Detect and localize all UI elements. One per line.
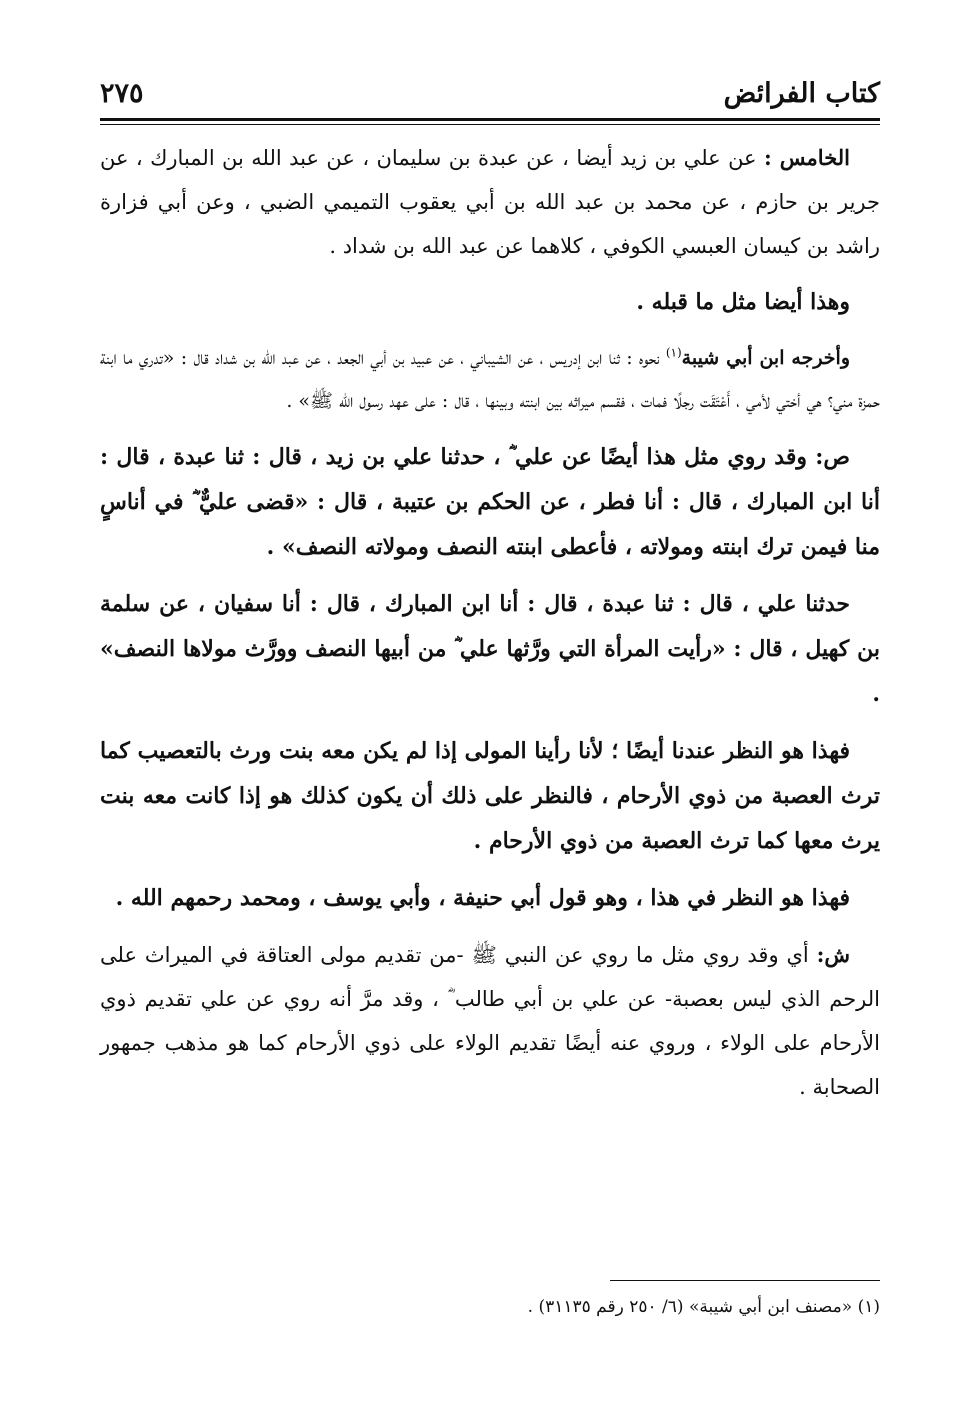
- footnote-reference: (١): [665, 345, 682, 360]
- book-title: كتاب الفرائض: [723, 77, 880, 109]
- footnote: (١) «مصنف ابن أبي شيبة» (٦/ ٢٥٠ رقم ٣١١٣٥) .: [527, 1297, 880, 1317]
- page-number: ٢٧٥: [100, 77, 144, 109]
- paragraph-commentary-shin: [100, 933, 880, 1109]
- header-rule-thin: [100, 124, 880, 125]
- page-header: [100, 70, 880, 116]
- paragraph-text: حدثنا علي ، قال : ثنا عبدة ، قال : أنا ابن المبارك ، قال : أنا سفيان ، عن سلمة بن كهيل ، قال : «رأيت المرأة التي ورَّثها علي ؓ من أبيها النصف وورَّث مولاها النصف» .: [100, 591, 880, 707]
- header-rule-thick: [100, 118, 880, 121]
- paragraph-text: أي وقد روي مثل ما روي عن النبي ﷺ -من تقديم مولى العتاقة في الميراث على الرحم الذي ليس بعصبة- عن علي بن أبي طالب ؓ ، وقد مرَّ أنه روي عن علي تقديم ذوي الأرحام على الولاء ، وروي عنه أيضًا تقديم الولاء على ذوي الأرحام كما هو مذهب جمهور الصحابة .: [100, 943, 880, 1099]
- paragraph-text: فهذا هو النظر عندنا أيضًا ؛ لأنا رأينا المولى إذا لم يكن معه بنت ورث بالتعصيب كما ترث العصبة من ذوي الأرحام ، فالنظر على ذلك أن يكون كذلك هو إذا كانت معه بنت يرث معها كما ترث العصبة من ذوي الأرحام .: [100, 738, 880, 854]
- paragraph-text: وهذا أيضا مثل ما قبله .: [636, 289, 850, 315]
- paragraph-marker: ش:: [816, 942, 850, 967]
- paragraph-marker: ص:: [815, 444, 850, 470]
- paragraph-similar: [100, 280, 880, 325]
- paragraph-ibn-abi-shayba: [100, 337, 880, 423]
- paragraph-text: وقد روي مثل هذا أيضًا عن علي ؓ ، حدثنا علي بن زيد ، قال : ثنا عبدة ، قال : أنا ابن المبارك ، قال : أنا فطر ، عن الحكم بن عتيبة ، قال : «قضى عليٌّ ؓ في أناسٍ منا فيمن ترك ابنته ومولاته ، فأعطى ابنته النصف ومولاته النصف» .: [100, 444, 880, 560]
- paragraph-text: عن علي بن زيد أيضا ، عن عبدة بن سليمان ، عن عبد الله بن المبارك ، عن جرير بن حازم ، عن محمد بن عبد الله بن أبي يعقوب التميمي الضبي ، وعن أبي فزارة راشد بن كيسان العبسي الكوفي ، كلاهما عن عبد الله بن شداد .: [100, 146, 880, 258]
- paragraph-lead: وأخرجه ابن أبي شيبة: [681, 347, 851, 369]
- paragraph-reasoning: [100, 729, 880, 864]
- paragraph-text-sad: [100, 435, 880, 570]
- paragraph-fifth-chain: [100, 136, 880, 268]
- paragraph-text: فهذا هو النظر في هذا ، وهو قول أبي حنيفة ، وأبي يوسف ، ومحمد رحمهم الله .: [115, 885, 850, 911]
- page-body: [100, 136, 880, 1121]
- footnote-rule: [610, 1280, 880, 1281]
- paragraph-hadith-salama: [100, 582, 880, 717]
- paragraph-conclusion: [100, 876, 880, 921]
- paragraph-text: نحوه : ثنا ابن إدريس ، عن الشيباني ، عن عبيد بن أبي الجعد ، عن عبد الله بن شداد قال : «تدري ما ابنة حمزة مني؟ هي أختي لأمي ، أَعْتَقَت رجلًا فمات ، فقسم ميراثه بين ابنته وبينها ، قال : على عهد رسول الله ﷺ» .: [100, 347, 880, 412]
- paragraph-marker: الخامس :: [764, 145, 850, 170]
